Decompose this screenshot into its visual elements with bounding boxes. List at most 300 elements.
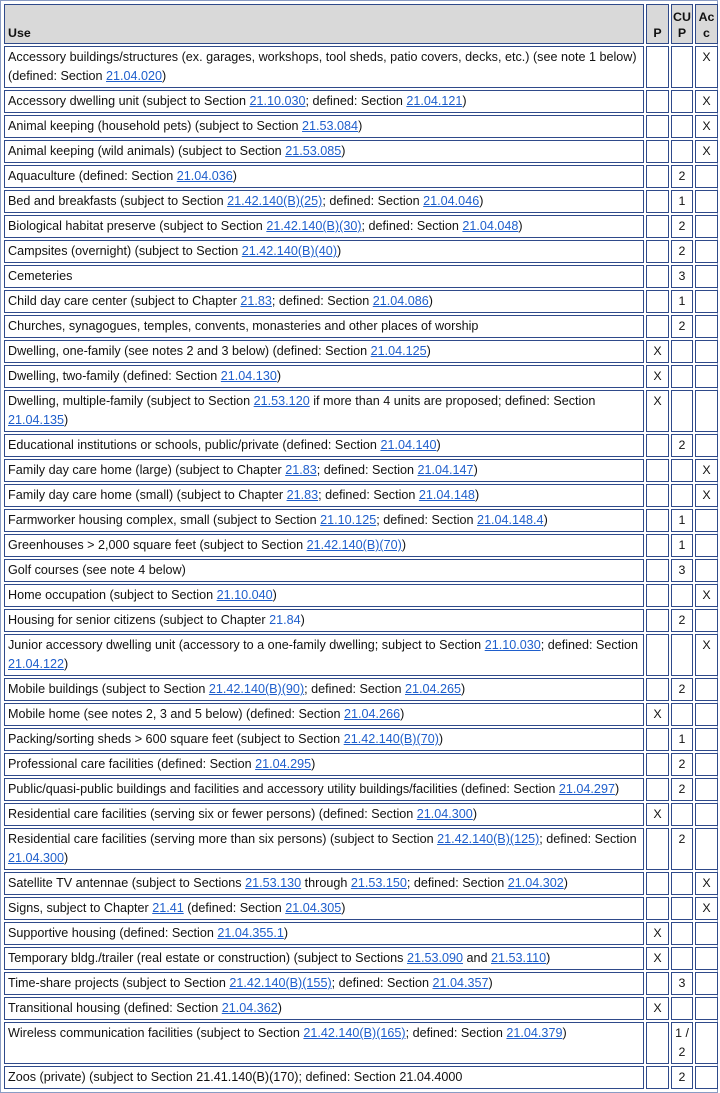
table-row — [4, 728, 718, 751]
use-text: and — [463, 951, 492, 965]
use-text: Packing/sorting sheds > 600 square feet (subject to Section — [8, 732, 344, 746]
use-cell — [4, 947, 644, 970]
use-cell — [4, 165, 644, 188]
use-text: Home occupation (subject to Section — [8, 588, 217, 602]
use-text: ) — [401, 538, 407, 552]
table-row — [4, 803, 718, 826]
section-link[interactable]: 21.04.357 — [432, 976, 489, 990]
use-text: ) — [462, 94, 467, 108]
accessory-cell: X — [695, 484, 718, 507]
permitted-cell: X — [646, 703, 669, 726]
cup-cell — [671, 947, 693, 970]
section-link[interactable]: 21.41 — [152, 901, 184, 915]
accessory-cell — [695, 972, 718, 995]
use-text: ) — [562, 1026, 567, 1040]
section-link[interactable]: 21.42.140(B)(155) — [229, 976, 332, 990]
use-text: ; defined: Section — [318, 488, 419, 502]
permitted-cell — [646, 534, 669, 557]
table-row — [4, 315, 718, 338]
use-cell — [4, 240, 644, 263]
use-cell — [4, 703, 644, 726]
section-link[interactable]: 21.04.265 — [404, 682, 461, 696]
section-link[interactable]: 21.10.125 — [320, 513, 377, 527]
use-text: Accessory buildings/structures (ex. garages, workshops, tool sheds, patio covers, decks, etc.) (see note 1 below) (defined: Section — [8, 50, 637, 83]
use-text: Dwelling, multiple-family (subject to Section — [8, 394, 254, 408]
use-text: Satellite TV antennae (subject to Sections — [8, 876, 246, 890]
table-row — [4, 634, 718, 676]
permitted-cell — [646, 584, 669, 607]
section-link[interactable]: 21.04.297 — [558, 782, 615, 796]
cup-cell — [671, 46, 693, 88]
use-text: Public/quasi-public buildings and facilities and accessory utility buildings/facilities (defined: Section — [8, 782, 559, 796]
cup-cell: 2 — [671, 240, 693, 263]
cup-cell: 2 — [671, 828, 693, 870]
use-text: Mobile home (see notes 2, 3 and 5 below) (defined: Section — [8, 707, 345, 721]
table-row — [4, 484, 718, 507]
section-link[interactable]: 21.04.140 — [380, 438, 437, 452]
use-text: Supportive housing (defined: Section — [8, 926, 218, 940]
use-text: ) — [64, 413, 69, 427]
use-text: ; defined: Section — [316, 463, 418, 477]
cup-cell: 1 — [671, 190, 693, 213]
use-cell — [4, 340, 644, 363]
use-text: ) — [563, 876, 568, 890]
table-row — [4, 778, 718, 801]
table-row — [4, 534, 718, 557]
permitted-cell — [646, 609, 669, 632]
header-accessory: Ac c — [695, 4, 718, 44]
use-text: Residential care facilities (serving six or fewer persons) (defined: Section — [8, 807, 417, 821]
section-link[interactable]: 21.42.140(B)(25) — [227, 194, 323, 208]
accessory-cell — [695, 215, 718, 238]
accessory-cell: X — [695, 46, 718, 88]
table-row — [4, 559, 718, 582]
section-link[interactable]: 21.04.148 — [418, 488, 475, 502]
table-row — [4, 215, 718, 238]
accessory-cell: X — [695, 897, 718, 920]
section-reference: 21.84 — [269, 613, 301, 627]
permitted-cell: X — [646, 365, 669, 388]
use-text: ) — [311, 757, 316, 771]
use-text: ) — [438, 732, 444, 746]
accessory-cell — [695, 1022, 718, 1064]
permitted-cell — [646, 459, 669, 482]
table-row — [4, 972, 718, 995]
use-text: ) — [400, 707, 405, 721]
permitted-cell — [646, 972, 669, 995]
use-text: Child day care center (subject to Chapter — [8, 294, 241, 308]
section-link[interactable]: 21.04.300 — [416, 807, 473, 821]
cup-cell — [671, 365, 693, 388]
accessory-cell — [695, 290, 718, 313]
permitted-cell — [646, 1066, 669, 1089]
section-link[interactable]: 21.83 — [286, 488, 319, 502]
use-text: Farmworker housing complex, small (subject to Section — [8, 513, 321, 527]
use-text: Greenhouses > 2,000 square feet (subject to Section — [8, 538, 307, 552]
use-text: ) — [543, 513, 548, 527]
section-link[interactable]: 21.04.036 — [176, 169, 233, 183]
use-text: Junior accessory dwelling unit (accessory to a one-family dwelling; subject to Section — [8, 638, 485, 652]
table-row — [4, 240, 718, 263]
use-text: Churches, synagogues, temples, convents, monasteries and other places of worship — [8, 319, 479, 333]
use-cell — [4, 365, 644, 388]
section-link[interactable]: 21.42.140(B)(70) — [343, 732, 439, 746]
table-row — [4, 459, 718, 482]
use-cell — [4, 115, 644, 138]
cup-cell: 1 / 2 — [671, 1022, 693, 1064]
section-link[interactable]: 21.42.140(B)(90) — [208, 682, 305, 696]
section-link[interactable]: 21.04.302 — [507, 876, 564, 890]
permitted-cell — [646, 140, 669, 163]
permitted-cell — [646, 634, 669, 676]
cup-cell — [671, 115, 693, 138]
use-text: Bed and breakfasts (subject to Section — [8, 194, 228, 208]
use-text: Wireless communication facilities (subject to Section — [8, 1026, 304, 1040]
use-cell — [4, 46, 644, 88]
use-cell — [4, 140, 644, 163]
cup-cell: 1 — [671, 290, 693, 313]
section-link[interactable]: 21.04.362 — [221, 1001, 278, 1015]
land-use-table — [2, 2, 720, 1091]
section-link[interactable]: 21.04.148.4 — [477, 513, 544, 527]
use-text: ; defined: Section — [376, 513, 478, 527]
cup-cell — [671, 997, 693, 1020]
accessory-cell — [695, 778, 718, 801]
section-link[interactable]: 21.10.030 — [484, 638, 541, 652]
cup-cell — [671, 90, 693, 113]
use-cell — [4, 803, 644, 826]
use-text: if more than 4 units are proposed; defined: Section — [309, 394, 596, 408]
use-cell — [4, 678, 644, 701]
section-link[interactable]: 21.53.120 — [253, 394, 310, 408]
use-text: ) — [272, 588, 277, 602]
cup-cell — [671, 340, 693, 363]
table-row — [4, 165, 718, 188]
use-text: ) — [358, 119, 363, 133]
cup-cell — [671, 390, 693, 432]
cup-cell: 2 — [671, 678, 693, 701]
accessory-cell: X — [695, 140, 718, 163]
use-text: Accessory dwelling unit (subject to Section — [8, 94, 250, 108]
use-text: Animal keeping (wild animals) (subject to Section — [8, 144, 286, 158]
use-text: ) — [341, 901, 346, 915]
use-text: ) — [341, 144, 346, 158]
section-link[interactable]: 21.53.084 — [302, 119, 359, 133]
section-link[interactable]: 21.83 — [240, 294, 272, 308]
accessory-cell — [695, 922, 718, 945]
accessory-cell — [695, 803, 718, 826]
table-row — [4, 997, 718, 1020]
permitted-cell — [646, 265, 669, 288]
section-link[interactable]: 21.42.140(B)(30) — [266, 219, 362, 233]
use-cell — [4, 828, 644, 870]
section-link[interactable]: 21.04.020 — [106, 69, 163, 83]
accessory-cell — [695, 315, 718, 338]
section-link[interactable]: 21.53.085 — [285, 144, 342, 158]
section-link[interactable]: 21.42.140(B)(40) — [241, 244, 338, 258]
use-cell — [4, 634, 644, 676]
accessory-cell: X — [695, 459, 718, 482]
use-cell — [4, 215, 644, 238]
use-cell — [4, 997, 644, 1020]
table-row — [4, 290, 718, 313]
use-text: Dwelling, two-family (defined: Section — [8, 369, 221, 383]
use-cell — [4, 390, 644, 432]
use-cell — [4, 584, 644, 607]
table-row — [4, 90, 718, 113]
table-row — [4, 140, 718, 163]
section-link[interactable]: 21.53.130 — [245, 876, 302, 890]
accessory-cell — [695, 390, 718, 432]
section-link[interactable]: 21.04.300 — [8, 851, 65, 865]
accessory-cell — [695, 240, 718, 263]
accessory-cell: X — [695, 115, 718, 138]
section-link[interactable]: 21.04.355.1 — [217, 926, 284, 940]
use-text: ) — [64, 657, 69, 671]
use-text: Biological habitat preserve (subject to Section — [8, 219, 267, 233]
section-link[interactable]: 21.53.110 — [491, 951, 547, 965]
section-link[interactable]: 21.04.046 — [423, 194, 480, 208]
accessory-cell — [695, 609, 718, 632]
section-link[interactable]: 21.10.040 — [216, 588, 273, 602]
cup-cell — [671, 922, 693, 945]
section-link[interactable]: 21.42.140(B)(70) — [306, 538, 402, 552]
use-cell — [4, 1066, 644, 1089]
cup-cell: 2 — [671, 1066, 693, 1089]
table-row — [4, 115, 718, 138]
table-row — [4, 46, 718, 88]
cup-cell: 2 — [671, 215, 693, 238]
table-row — [4, 753, 718, 776]
table-row — [4, 1066, 718, 1089]
use-cell — [4, 90, 644, 113]
permitted-cell — [646, 778, 669, 801]
permitted-cell: X — [646, 340, 669, 363]
accessory-cell — [695, 1066, 718, 1089]
cup-cell: 3 — [671, 265, 693, 288]
use-text: ) — [473, 463, 478, 477]
permitted-cell — [646, 240, 669, 263]
permitted-cell — [646, 828, 669, 870]
section-link[interactable]: 21.04.266 — [344, 707, 401, 721]
permitted-cell — [646, 46, 669, 88]
use-text: ) — [518, 219, 523, 233]
use-text: Aquaculture (defined: Section — [8, 169, 177, 183]
accessory-cell — [695, 828, 718, 870]
cup-cell: 3 — [671, 972, 693, 995]
use-text: ) — [461, 682, 466, 696]
section-link[interactable]: 21.04.135 — [8, 413, 65, 427]
use-text: ; defined: Section — [305, 94, 407, 108]
use-text: ) — [277, 1001, 282, 1015]
use-text: ; defined: Section — [405, 1026, 507, 1040]
permitted-cell — [646, 753, 669, 776]
cup-cell: 1 — [671, 728, 693, 751]
use-text: ) — [232, 169, 237, 183]
permitted-cell — [646, 290, 669, 313]
use-text: ; defined: Section — [540, 638, 639, 652]
table-row — [4, 340, 718, 363]
section-link[interactable]: 21.53.150 — [350, 876, 407, 890]
header-conditional-use-permit: CU P — [671, 4, 693, 44]
use-text: ; defined: Section — [361, 219, 463, 233]
accessory-cell — [695, 340, 718, 363]
cup-cell — [671, 897, 693, 920]
use-text: ) — [276, 369, 282, 383]
cup-cell: 1 — [671, 534, 693, 557]
section-link[interactable]: 21.04.122 — [8, 657, 65, 671]
use-cell — [4, 315, 644, 338]
accessory-cell: X — [695, 90, 718, 113]
use-text: ) — [337, 244, 342, 258]
accessory-cell — [695, 753, 718, 776]
use-cell — [4, 265, 644, 288]
permitted-cell — [646, 872, 669, 895]
use-text: Residential care facilities (serving more than six persons) (subject to Section — [8, 832, 438, 846]
use-cell — [4, 778, 644, 801]
permitted-cell: X — [646, 803, 669, 826]
use-text: ) — [614, 782, 620, 796]
accessory-cell — [695, 190, 718, 213]
permitted-cell — [646, 678, 669, 701]
permitted-cell — [646, 90, 669, 113]
use-text: Cemeteries — [8, 269, 73, 283]
use-text: ) — [283, 926, 289, 940]
use-cell — [4, 509, 644, 532]
cup-cell: 2 — [671, 165, 693, 188]
permitted-cell — [646, 315, 669, 338]
table-row — [4, 609, 718, 632]
section-link[interactable]: 21.83 — [285, 463, 317, 477]
accessory-cell — [695, 728, 718, 751]
section-link[interactable]: 21.04.086 — [372, 294, 429, 308]
cup-cell — [671, 703, 693, 726]
cup-cell: 2 — [671, 315, 693, 338]
section-link[interactable]: 21.04.295 — [255, 757, 312, 771]
table-row — [4, 265, 718, 288]
cup-cell — [671, 140, 693, 163]
use-text: through — [301, 876, 351, 890]
header-use: Use — [4, 4, 644, 44]
use-text: ) — [546, 951, 551, 965]
cup-cell: 1 — [671, 509, 693, 532]
section-link[interactable]: 21.42.140(B)(165) — [303, 1026, 406, 1040]
table-row — [4, 434, 718, 457]
permitted-cell — [646, 215, 669, 238]
cup-cell — [671, 484, 693, 507]
use-cell — [4, 559, 644, 582]
use-cell — [4, 434, 644, 457]
use-cell — [4, 753, 644, 776]
use-text: Dwelling, one-family (see notes 2 and 3 below) (defined: Section — [8, 344, 371, 358]
permitted-cell: X — [646, 922, 669, 945]
cup-cell — [671, 803, 693, 826]
use-text: Time-share projects (subject to Section — [8, 976, 230, 990]
use-cell — [4, 872, 644, 895]
section-link[interactable]: 21.04.379 — [506, 1026, 563, 1040]
use-text: (defined: Section — [183, 901, 286, 915]
use-cell — [4, 1022, 644, 1064]
table-row — [4, 828, 718, 870]
use-cell — [4, 534, 644, 557]
permitted-cell — [646, 434, 669, 457]
cup-cell: 2 — [671, 434, 693, 457]
accessory-cell — [695, 534, 718, 557]
accessory-cell — [695, 434, 718, 457]
use-text: Educational institutions or schools, public/private (defined: Section — [8, 438, 381, 452]
permitted-cell — [646, 728, 669, 751]
section-link[interactable]: 21.04.147 — [417, 463, 474, 477]
use-text: ) — [426, 344, 431, 358]
use-text: Housing for senior citizens (subject to Chapter — [8, 613, 270, 627]
section-link[interactable]: 21.04.125 — [370, 344, 427, 358]
section-link[interactable]: 21.04.048 — [462, 219, 519, 233]
use-cell — [4, 922, 644, 945]
permitted-cell — [646, 1022, 669, 1064]
use-cell — [4, 190, 644, 213]
use-text: Family day care home (small) (subject to Chapter — [8, 488, 287, 502]
use-text: ; defined: Section — [322, 194, 424, 208]
table-row — [4, 872, 718, 895]
use-text: Transitional housing (defined: Section — [8, 1001, 222, 1015]
accessory-cell — [695, 265, 718, 288]
use-text: Zoos (private) (subject to Section 21.41.140(B)(170); defined: Section 21.04.4000 — [8, 1070, 463, 1084]
cup-cell — [671, 584, 693, 607]
table-row — [4, 947, 718, 970]
accessory-cell: X — [695, 584, 718, 607]
use-text: ; defined: Section — [331, 976, 433, 990]
table-row — [4, 190, 718, 213]
use-text: ) — [472, 807, 478, 821]
accessory-cell — [695, 703, 718, 726]
permitted-cell — [646, 559, 669, 582]
permitted-cell — [646, 165, 669, 188]
accessory-cell — [695, 678, 718, 701]
cup-cell: 2 — [671, 753, 693, 776]
table-row — [4, 365, 718, 388]
section-link[interactable]: 21.42.140(B)(125) — [437, 832, 540, 846]
use-cell — [4, 290, 644, 313]
section-link[interactable]: 21.04.130 — [220, 369, 277, 383]
table-row — [4, 390, 718, 432]
use-text: ) — [300, 613, 305, 627]
section-link[interactable]: 21.04.305 — [285, 901, 342, 915]
accessory-cell: X — [695, 872, 718, 895]
table-body — [4, 46, 718, 1089]
table-row — [4, 703, 718, 726]
section-link[interactable]: 21.10.030 — [249, 94, 306, 108]
accessory-cell — [695, 947, 718, 970]
use-text: Campsites (overnight) (subject to Section — [8, 244, 242, 258]
header-row — [4, 4, 718, 44]
use-text: ) — [64, 851, 69, 865]
permitted-cell — [646, 190, 669, 213]
use-text: ) — [436, 438, 441, 452]
use-text: Professional care facilities (defined: Section — [8, 757, 256, 771]
permitted-cell — [646, 509, 669, 532]
use-cell — [4, 609, 644, 632]
use-text: Temporary bldg./trailer (real estate or construction) (subject to Sections — [8, 951, 407, 965]
section-link[interactable]: 21.53.090 — [406, 951, 464, 965]
table-row — [4, 584, 718, 607]
table-row — [4, 897, 718, 920]
use-text: Golf courses (see note 4 below) — [8, 563, 186, 577]
table-row — [4, 509, 718, 532]
table-row — [4, 678, 718, 701]
permitted-cell — [646, 115, 669, 138]
section-link[interactable]: 21.04.121 — [406, 94, 463, 108]
cup-cell — [671, 872, 693, 895]
